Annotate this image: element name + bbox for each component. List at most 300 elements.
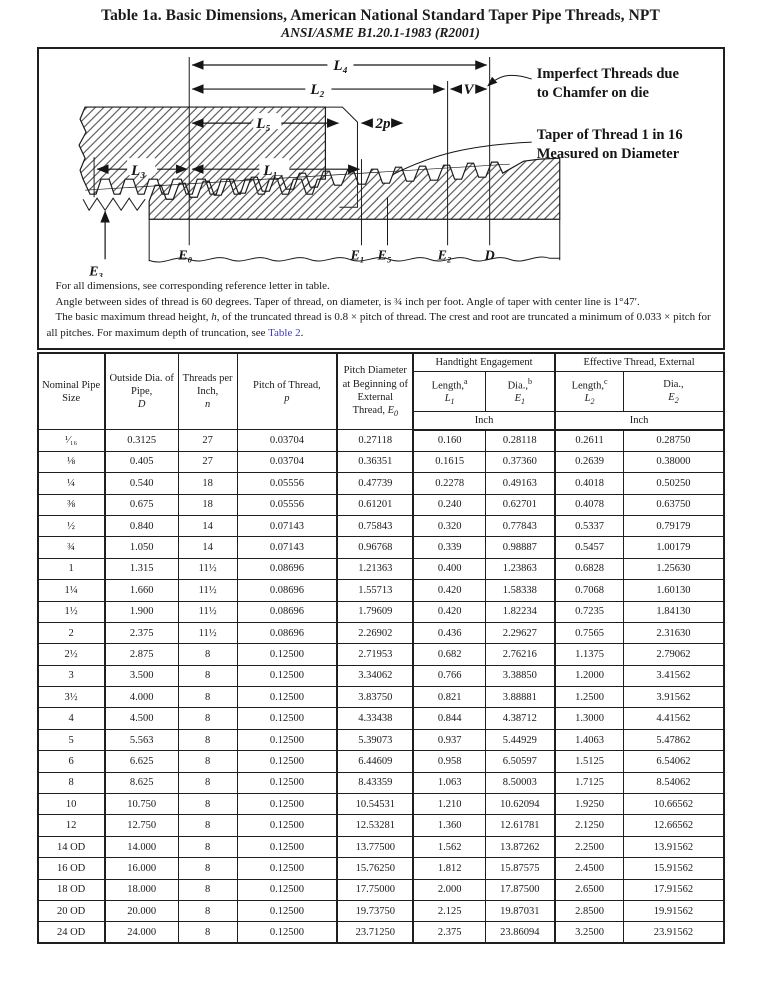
table-cell: 1.79609 bbox=[337, 601, 413, 622]
table-cell: 1.00179 bbox=[624, 537, 724, 558]
ref-label-e0: E₀ bbox=[177, 248, 192, 264]
table-cell: 18 OD bbox=[38, 879, 105, 900]
note-1: For all dimensions, see corresponding reference letter in table. bbox=[55, 280, 330, 293]
ht-length-symbol bbox=[444, 393, 455, 407]
table-cell: 14.000 bbox=[105, 836, 178, 857]
col-header-outside-dia bbox=[105, 353, 178, 430]
table-cell: 1.60130 bbox=[624, 580, 724, 601]
table-cell: 4 bbox=[38, 708, 105, 729]
table-cell: 0.77843 bbox=[485, 515, 554, 536]
table-cell: 3 bbox=[38, 665, 105, 686]
table-cell: 14 bbox=[178, 537, 237, 558]
table-cell: 0.96768 bbox=[337, 537, 413, 558]
table-cell: 0.50250 bbox=[624, 473, 724, 494]
table-cell: 0.61201 bbox=[337, 494, 413, 515]
table-cell: 18 bbox=[178, 494, 237, 515]
table-row bbox=[38, 879, 724, 900]
col-header-pitch-diameter bbox=[337, 353, 413, 430]
table-cell: ⅛ bbox=[38, 451, 105, 472]
outside-label: Outside Dia. of Pipe, bbox=[109, 372, 174, 398]
table-cell: 12 bbox=[38, 815, 105, 836]
table-row bbox=[38, 494, 724, 515]
table-cell: ¾ bbox=[38, 537, 105, 558]
ef-length-label: Length, bbox=[571, 380, 604, 392]
table-cell: 0.3125 bbox=[105, 430, 178, 451]
table-cell: 0.08696 bbox=[237, 580, 337, 601]
table-cell: 8 bbox=[178, 900, 237, 921]
table-cell: 1.210 bbox=[413, 794, 485, 815]
table-cell: 8 bbox=[178, 708, 237, 729]
table-cell: 0.240 bbox=[413, 494, 485, 515]
table-cell: 24.000 bbox=[105, 922, 178, 943]
table-body bbox=[38, 430, 724, 943]
table-cell: 15.91562 bbox=[624, 858, 724, 879]
ht-dia-symbol-sub: 1 bbox=[520, 397, 525, 407]
table-row bbox=[38, 794, 724, 815]
table-cell: 17.91562 bbox=[624, 879, 724, 900]
ef-dia-symbol-sub: 2 bbox=[674, 396, 679, 405]
note-2: Angle between sides of thread is 60 degrees. Taper of thread, on diameter, is ¾ inch per foot. Angle of taper with center line is 1°47′. bbox=[55, 295, 640, 308]
table-cell: 2.71953 bbox=[337, 644, 413, 665]
table-cell: 4.500 bbox=[105, 708, 178, 729]
table-cell: 0.5337 bbox=[555, 515, 624, 536]
table-row bbox=[38, 836, 724, 857]
table-row bbox=[38, 451, 724, 472]
table-cell: 17.87500 bbox=[485, 879, 554, 900]
table-cell: 2.1250 bbox=[555, 815, 624, 836]
table-cell: 2.125 bbox=[413, 900, 485, 921]
dim-label-l1: L₁ bbox=[262, 163, 278, 180]
col-header-ef-length bbox=[555, 372, 624, 412]
table-cell: 1.900 bbox=[105, 601, 178, 622]
table-cell: 0.07143 bbox=[237, 515, 337, 536]
table-cell: 4.000 bbox=[105, 687, 178, 708]
table-cell: 0.05556 bbox=[237, 494, 337, 515]
table-cell: 11½ bbox=[178, 580, 237, 601]
table-row bbox=[38, 430, 724, 451]
table-2-link[interactable]: Table 2 bbox=[268, 326, 301, 339]
table-cell: 10.62094 bbox=[485, 794, 554, 815]
thread-diagram bbox=[39, 49, 723, 277]
table-row bbox=[38, 900, 724, 921]
table-cell: 1.315 bbox=[105, 558, 178, 579]
threads-label: Threads per Inch, bbox=[182, 372, 233, 398]
table-cell: 0.12500 bbox=[237, 879, 337, 900]
table-cell: 0.12500 bbox=[237, 836, 337, 857]
leader-lines bbox=[393, 75, 531, 174]
table-row bbox=[38, 558, 724, 579]
table-cell: 1.82234 bbox=[485, 601, 554, 622]
table-cell: 2.2500 bbox=[555, 836, 624, 857]
figure-box bbox=[37, 47, 725, 350]
table-row bbox=[38, 665, 724, 686]
table-row bbox=[38, 580, 724, 601]
table-cell: 8.43359 bbox=[337, 772, 413, 793]
table-cell: 0.12500 bbox=[237, 772, 337, 793]
table-cell: 1.7125 bbox=[555, 772, 624, 793]
table-cell: 2.375 bbox=[105, 622, 178, 643]
table-cell: 2.31630 bbox=[624, 622, 724, 643]
col-header-pitch bbox=[237, 353, 337, 430]
table-cell: 0.7565 bbox=[555, 622, 624, 643]
ht-length-label: Length, bbox=[431, 380, 465, 392]
table-cell: 0.339 bbox=[413, 537, 485, 558]
table-cell: 8.50003 bbox=[485, 772, 554, 793]
table-row bbox=[38, 644, 724, 665]
table-cell: 11½ bbox=[178, 558, 237, 579]
table-cell: 8 bbox=[178, 644, 237, 665]
table-cell: 5.563 bbox=[105, 729, 178, 750]
annotation-taper-2: Measured on Diameter bbox=[536, 146, 679, 163]
table-cell: 8.54062 bbox=[624, 772, 724, 793]
table-cell: 6.50597 bbox=[485, 751, 554, 772]
table-cell: 0.37360 bbox=[485, 451, 554, 472]
table-cell: 27 bbox=[178, 430, 237, 451]
table-cell: 0.682 bbox=[413, 644, 485, 665]
table-cell: 4.33438 bbox=[337, 708, 413, 729]
note-3 bbox=[47, 310, 715, 341]
table-cell: 1.2500 bbox=[555, 687, 624, 708]
table-cell: 8.625 bbox=[105, 772, 178, 793]
table-cell: 0.6828 bbox=[555, 558, 624, 579]
table-cell: 8 bbox=[178, 836, 237, 857]
table-cell: 1 bbox=[38, 558, 105, 579]
ef-length-footnote: c bbox=[603, 376, 608, 386]
table-cell: 0.12500 bbox=[237, 900, 337, 921]
table-cell: 0.7068 bbox=[555, 580, 624, 601]
table-cell: 3.83750 bbox=[337, 687, 413, 708]
table-cell: 5 bbox=[38, 729, 105, 750]
table-cell: 1.23863 bbox=[485, 558, 554, 579]
ref-label-e3: E₃ bbox=[88, 264, 103, 278]
annotation-imperfect-2: to Chamfer on die bbox=[536, 85, 649, 102]
table-cell: 5.39073 bbox=[337, 729, 413, 750]
table-cell: 2.375 bbox=[413, 922, 485, 943]
pitch-dia-symbol-sub: 0 bbox=[394, 408, 398, 418]
ht-length-symbol-letter: L bbox=[444, 393, 451, 405]
table-cell: 0.28118 bbox=[485, 430, 554, 451]
table-cell: 0.844 bbox=[413, 708, 485, 729]
table-cell: 23.91562 bbox=[624, 922, 724, 943]
table-cell: 0.12500 bbox=[237, 858, 337, 879]
table-cell: 0.12500 bbox=[237, 815, 337, 836]
table-row bbox=[38, 772, 724, 793]
table-cell: 2.8500 bbox=[555, 900, 624, 921]
table-cell: 2 bbox=[38, 622, 105, 643]
table-cell: 1.063 bbox=[413, 772, 485, 793]
table-cell: 6 bbox=[38, 751, 105, 772]
table-cell: 1.84130 bbox=[624, 601, 724, 622]
col-header-ht-dia bbox=[485, 372, 554, 412]
table-cell: 1.3000 bbox=[555, 708, 624, 729]
table-cell: 0.4018 bbox=[555, 473, 624, 494]
table-cell: 0.07143 bbox=[237, 537, 337, 558]
table-cell: 19.91562 bbox=[624, 900, 724, 921]
table-cell: 8 bbox=[178, 751, 237, 772]
table-cell: 10.66562 bbox=[624, 794, 724, 815]
figure-notes bbox=[39, 277, 723, 348]
table-cell: 2.6500 bbox=[555, 879, 624, 900]
table-cell: 0.49163 bbox=[485, 473, 554, 494]
table-cell: 1.1375 bbox=[555, 644, 624, 665]
table-cell: 2.875 bbox=[105, 644, 178, 665]
dim-label-l4: L₄ bbox=[332, 58, 348, 75]
table-cell: 0.2639 bbox=[555, 451, 624, 472]
table-cell: 8 bbox=[178, 922, 237, 943]
table-cell: 16 OD bbox=[38, 858, 105, 879]
outside-symbol: D bbox=[137, 399, 146, 411]
table-row bbox=[38, 922, 724, 943]
table-cell: 23.71250 bbox=[337, 922, 413, 943]
table-cell: 1.812 bbox=[413, 858, 485, 879]
table-cell: 0.420 bbox=[413, 601, 485, 622]
table-cell: 20 OD bbox=[38, 900, 105, 921]
table-cell: 0.405 bbox=[105, 451, 178, 472]
table-cell: 0.436 bbox=[413, 622, 485, 643]
pitch-dia-symbol-letter: E bbox=[387, 404, 394, 416]
table-cell: 11½ bbox=[178, 622, 237, 643]
table-cell: 3.88881 bbox=[485, 687, 554, 708]
table-cell: 18.000 bbox=[105, 879, 178, 900]
table-cell: 0.08696 bbox=[237, 622, 337, 643]
table-cell: 14 bbox=[178, 515, 237, 536]
table-cell: 13.91562 bbox=[624, 836, 724, 857]
annotation-taper-1: Taper of Thread 1 in 16 bbox=[536, 127, 683, 144]
table-cell: 19.87031 bbox=[485, 900, 554, 921]
table-cell: 12.750 bbox=[105, 815, 178, 836]
table-cell: 0.958 bbox=[413, 751, 485, 772]
ef-length-symbol bbox=[584, 393, 595, 407]
table-cell: 0.937 bbox=[413, 729, 485, 750]
col-header-ef-dia bbox=[624, 372, 724, 412]
col-header-ht-length bbox=[413, 372, 485, 412]
ht-dia-symbol bbox=[514, 393, 525, 407]
table-cell: 0.12500 bbox=[237, 665, 337, 686]
note-3-text-mid: , of the truncated thread is 0.8 × pitch of thread. The crest and root are truncated a minimum of 0.033 × pitch for all pitches. For maximum depth of truncation, see bbox=[46, 311, 711, 339]
table-row bbox=[38, 751, 724, 772]
table-cell: 0.675 bbox=[105, 494, 178, 515]
table-row bbox=[38, 601, 724, 622]
table-cell: 13.77500 bbox=[337, 836, 413, 857]
table-cell: 1.660 bbox=[105, 580, 178, 601]
pitch-symbol: p bbox=[284, 392, 290, 404]
pitch-dia-label: Pitch Diameter at Beginning of External Thread, bbox=[342, 365, 408, 416]
col-header-nominal-size bbox=[38, 353, 105, 430]
ref-label-e1: E₁ bbox=[349, 248, 365, 264]
dim-label-v: V bbox=[463, 82, 474, 99]
table-cell: 0.840 bbox=[105, 515, 178, 536]
table-row bbox=[38, 687, 724, 708]
table-cell: 3.38850 bbox=[485, 665, 554, 686]
table-cell: 5.44929 bbox=[485, 729, 554, 750]
group-header-handtight: Handtight Engagement bbox=[413, 353, 554, 372]
table-cell: 0.12500 bbox=[237, 708, 337, 729]
table-cell: 2.4500 bbox=[555, 858, 624, 879]
table-row bbox=[38, 858, 724, 879]
ref-label-d: D bbox=[484, 248, 495, 264]
table-cell: 8 bbox=[178, 772, 237, 793]
table-cell: 3.91562 bbox=[624, 687, 724, 708]
table-cell: 1.2000 bbox=[555, 665, 624, 686]
table-cell: 3.41562 bbox=[624, 665, 724, 686]
table-cell: 0.75843 bbox=[337, 515, 413, 536]
table-cell: 2.000 bbox=[413, 879, 485, 900]
table-cell: 1.58338 bbox=[485, 580, 554, 601]
table-cell: 14 OD bbox=[38, 836, 105, 857]
table-cell: 8 bbox=[178, 729, 237, 750]
table-cell: 0.2278 bbox=[413, 473, 485, 494]
unit-header-handtight: Inch bbox=[413, 412, 554, 430]
table-row bbox=[38, 729, 724, 750]
table-cell: 2.26902 bbox=[337, 622, 413, 643]
ht-dia-label: Dia., bbox=[507, 380, 528, 392]
table-cell: 0.540 bbox=[105, 473, 178, 494]
group-header-effective: Effective Thread, External bbox=[555, 353, 724, 372]
dim-label-l2: L₂ bbox=[309, 82, 325, 99]
table-cell: 8 bbox=[178, 687, 237, 708]
table-cell: 0.03704 bbox=[237, 430, 337, 451]
ef-dia-symbol-letter: E bbox=[668, 391, 675, 403]
table-cell: 10 bbox=[38, 794, 105, 815]
table-cell: 8 bbox=[178, 665, 237, 686]
pitch-label: Pitch of Thread, bbox=[253, 379, 321, 391]
table-cell: 23.86094 bbox=[485, 922, 554, 943]
dim-label-l3: L₃ bbox=[130, 163, 146, 180]
table-cell: 8 bbox=[178, 858, 237, 879]
table-cell: ¼ bbox=[38, 473, 105, 494]
unit-header-effective: Inch bbox=[555, 412, 724, 430]
table-cell: 3.2500 bbox=[555, 922, 624, 943]
table-cell: 12.53281 bbox=[337, 815, 413, 836]
dim-label-2p: 2p bbox=[374, 116, 391, 133]
dim-label-l5: L₅ bbox=[255, 116, 271, 133]
table-cell: 0.320 bbox=[413, 515, 485, 536]
table-cell: 8 bbox=[178, 879, 237, 900]
table-cell: 2.29627 bbox=[485, 622, 554, 643]
ht-dia-symbol-letter: E bbox=[514, 393, 521, 405]
table-cell: 20.000 bbox=[105, 900, 178, 921]
col-header-threads-per-inch bbox=[178, 353, 237, 430]
table-cell: 1.562 bbox=[413, 836, 485, 857]
table-cell: ⅜ bbox=[38, 494, 105, 515]
table-cell: 0.28750 bbox=[624, 430, 724, 451]
table-cell: 0.12500 bbox=[237, 644, 337, 665]
table-cell: 1.050 bbox=[105, 537, 178, 558]
table-row bbox=[38, 473, 724, 494]
table-cell: 0.08696 bbox=[237, 601, 337, 622]
table-cell: 0.38000 bbox=[624, 451, 724, 472]
table-cell: 11½ bbox=[178, 601, 237, 622]
table-cell: 0.766 bbox=[413, 665, 485, 686]
table-cell: 12.66562 bbox=[624, 815, 724, 836]
ef-dia-symbol bbox=[668, 392, 678, 403]
table-cell: 0.47739 bbox=[337, 473, 413, 494]
note-3-text-end: . bbox=[300, 326, 304, 339]
table-cell: 0.12500 bbox=[237, 687, 337, 708]
table-cell: 0.63750 bbox=[624, 494, 724, 515]
table-cell: 1.5125 bbox=[555, 751, 624, 772]
table-cell: 0.400 bbox=[413, 558, 485, 579]
annotation-imperfect-1: Imperfect Threads due bbox=[536, 66, 679, 83]
ht-dia-footnote: b bbox=[527, 376, 532, 386]
table-cell: 1.25630 bbox=[624, 558, 724, 579]
ef-length-symbol-sub: 2 bbox=[590, 397, 595, 407]
table-cell: 0.160 bbox=[413, 430, 485, 451]
threads-symbol: n bbox=[204, 399, 211, 411]
table-cell: 0.12500 bbox=[237, 751, 337, 772]
table-cell: 8 bbox=[178, 794, 237, 815]
table-cell: 18 bbox=[178, 473, 237, 494]
table-cell: 8 bbox=[178, 815, 237, 836]
note-3-text: The basic maximum thread height, bbox=[55, 311, 212, 324]
table-cell: 1.55713 bbox=[337, 580, 413, 601]
table-cell: 2.76216 bbox=[485, 644, 554, 665]
table-cell: 0.1615 bbox=[413, 451, 485, 472]
title-block bbox=[37, 7, 725, 41]
table-row bbox=[38, 815, 724, 836]
table-cell: 1.360 bbox=[413, 815, 485, 836]
table-cell: 15.87575 bbox=[485, 858, 554, 879]
table-cell: 0.5457 bbox=[555, 537, 624, 558]
table-cell: 5.47862 bbox=[624, 729, 724, 750]
table-cell: 17.75000 bbox=[337, 879, 413, 900]
table-cell: ½ bbox=[38, 515, 105, 536]
table-cell: 4.41562 bbox=[624, 708, 724, 729]
ht-length-footnote: a bbox=[464, 376, 468, 386]
pitch-dia-symbol bbox=[388, 405, 398, 416]
table-row bbox=[38, 515, 724, 536]
table-cell: 0.36351 bbox=[337, 451, 413, 472]
table-cell: 1.4063 bbox=[555, 729, 624, 750]
table-cell: 1.9250 bbox=[555, 794, 624, 815]
document-page bbox=[37, 0, 725, 944]
table-cell: 0.27118 bbox=[337, 430, 413, 451]
table-cell: 6.54062 bbox=[624, 751, 724, 772]
table-cell: 0.03704 bbox=[237, 451, 337, 472]
table-cell: 0.821 bbox=[413, 687, 485, 708]
table-cell: 1½ bbox=[38, 601, 105, 622]
ef-dia-label: Dia., bbox=[663, 378, 684, 390]
table-cell: 1.21363 bbox=[337, 558, 413, 579]
table-cell: 0.7235 bbox=[555, 601, 624, 622]
table-row bbox=[38, 537, 724, 558]
nominal-label: Nominal Pipe Size bbox=[42, 379, 101, 404]
ref-label-e5: E₅ bbox=[376, 248, 392, 264]
table-cell: 0.420 bbox=[413, 580, 485, 601]
table-row bbox=[38, 622, 724, 643]
note-3-symbol-h: h bbox=[211, 311, 217, 324]
table-cell: 0.12500 bbox=[237, 794, 337, 815]
table-cell: 3.34062 bbox=[337, 665, 413, 686]
table-cell: 0.12500 bbox=[237, 729, 337, 750]
table-cell: 6.625 bbox=[105, 751, 178, 772]
table-cell: 0.12500 bbox=[237, 922, 337, 943]
table-cell: 19.73750 bbox=[337, 900, 413, 921]
ht-length-symbol-sub: 1 bbox=[450, 397, 455, 407]
table-cell: 0.98887 bbox=[485, 537, 554, 558]
table-cell: 1¼ bbox=[38, 580, 105, 601]
table-cell: 4.38712 bbox=[485, 708, 554, 729]
table-cell: 15.76250 bbox=[337, 858, 413, 879]
table-cell: 10.750 bbox=[105, 794, 178, 815]
table-row bbox=[38, 708, 724, 729]
meshed-threads-left bbox=[83, 198, 145, 210]
table-cell: 8 bbox=[38, 772, 105, 793]
page-title: Table 1a. Basic Dimensions, American National Standard Taper Pipe Threads, NPT bbox=[101, 7, 660, 24]
dimensions-table bbox=[37, 352, 725, 944]
table-cell: 12.61781 bbox=[485, 815, 554, 836]
table-cell: 0.4078 bbox=[555, 494, 624, 515]
